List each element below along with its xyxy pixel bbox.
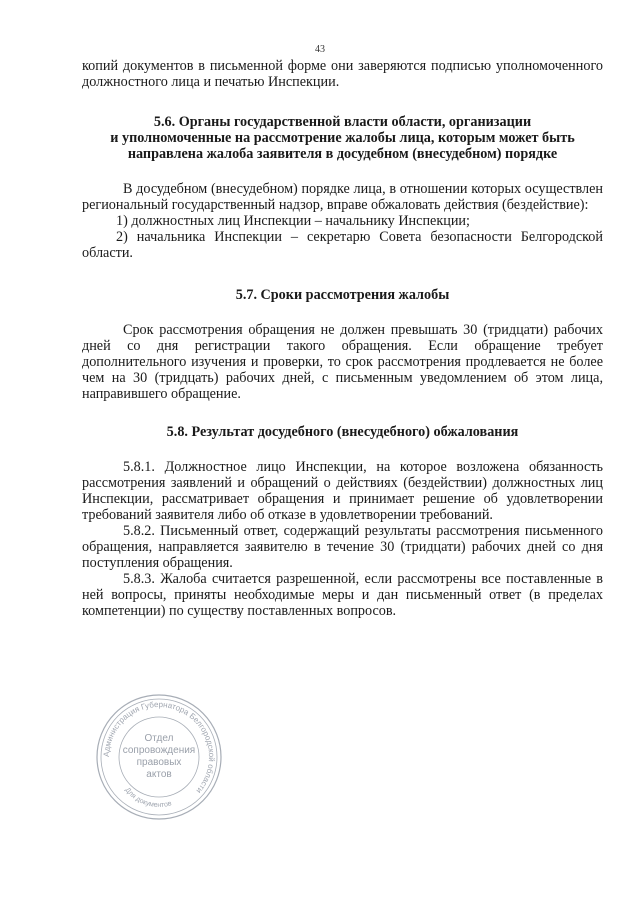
section-5-7-paragraph: Срок рассмотрения обращения не должен превышать 30 (тридцати) рабочих дней со дня регистрации такого обращения. Если обращение требует дополнительного изучения и проверки, то срок рассмотрения продлевается не более чем на 30 (тридцать) рабочих дней, с письменным уведомлением об этом лица, направившего обращение. <box>82 322 603 402</box>
section-5-8-heading: 5.8. Результат досудебного (внесудебного) обжалования <box>166 424 519 440</box>
stamp-line-1: Отдел <box>144 733 174 744</box>
section-5-8-2-paragraph: 5.8.2. Письменный ответ, содержащий результаты рассмотрения письменного обращения, направляется заявителю в течение 30 (тридцати) рабочих дней со дня поступления обращения. <box>82 523 603 571</box>
section-5-6-heading-line1: 5.6. Органы государственной власти области, организации <box>153 114 532 130</box>
section-5-6-item-2: 2) начальника Инспекции – секретарю Совета безопасности Белгородской области. <box>82 229 603 261</box>
intro-paragraph: копий документов в письменной форме они заверяются подписью уполномоченного должностного лица и печатью Инспекции. <box>82 58 603 90</box>
section-5-6 <box>82 114 603 261</box>
section-5-8-1-paragraph: 5.8.1. Должностное лицо Инспекции, на которое возложена обязанность рассмотрения заявлений и обращений о действиях (бездействии) должностных лиц Инспекции, рассматривает обращения и принимает решение об удовлетворении требований заявителя либо об отказе в удовлетворении требований. <box>82 459 603 523</box>
section-5-6-heading-line2: и уполномоченные на рассмотрение жалобы лица, которым может быть <box>110 130 575 146</box>
section-5-6-item-1: 1) должностных лиц Инспекции – начальнику Инспекции; <box>116 213 470 229</box>
stamp-line-3: правовых <box>136 757 182 768</box>
page-number: 43 <box>315 44 325 55</box>
section-5-7 <box>82 287 603 402</box>
document-body <box>82 58 603 619</box>
office-stamp <box>95 693 223 821</box>
stamp-line-4: актов <box>146 769 172 780</box>
stamp-ring-bottom-text: Для документов <box>123 786 173 810</box>
stamp-center-text <box>95 693 223 821</box>
section-5-8-3-paragraph: 5.8.3. Жалоба считается разрешенной, если рассмотрены все поставленные в ней вопросы, приняты необходимые меры и дан письменный ответ (в пределах компетенции) по существу поставленных вопросов. <box>82 571 603 619</box>
stamp-ring-text: Администрация Губернатора Белгородской области <box>101 699 217 796</box>
stamp-line-2: сопровождения <box>122 745 196 756</box>
section-5-7-heading: 5.7. Сроки рассмотрения жалобы <box>235 287 450 303</box>
section-5-6-paragraph: В досудебном (внесудебном) порядке лица, в отношении которых осуществлен региональный государственный надзор, вправе обжаловать действия (бездействие): <box>82 181 603 213</box>
section-5-6-heading-line3: направлена жалоба заявителя в досудебном (внесудебном) порядке <box>127 146 558 162</box>
section-5-8 <box>82 424 603 619</box>
